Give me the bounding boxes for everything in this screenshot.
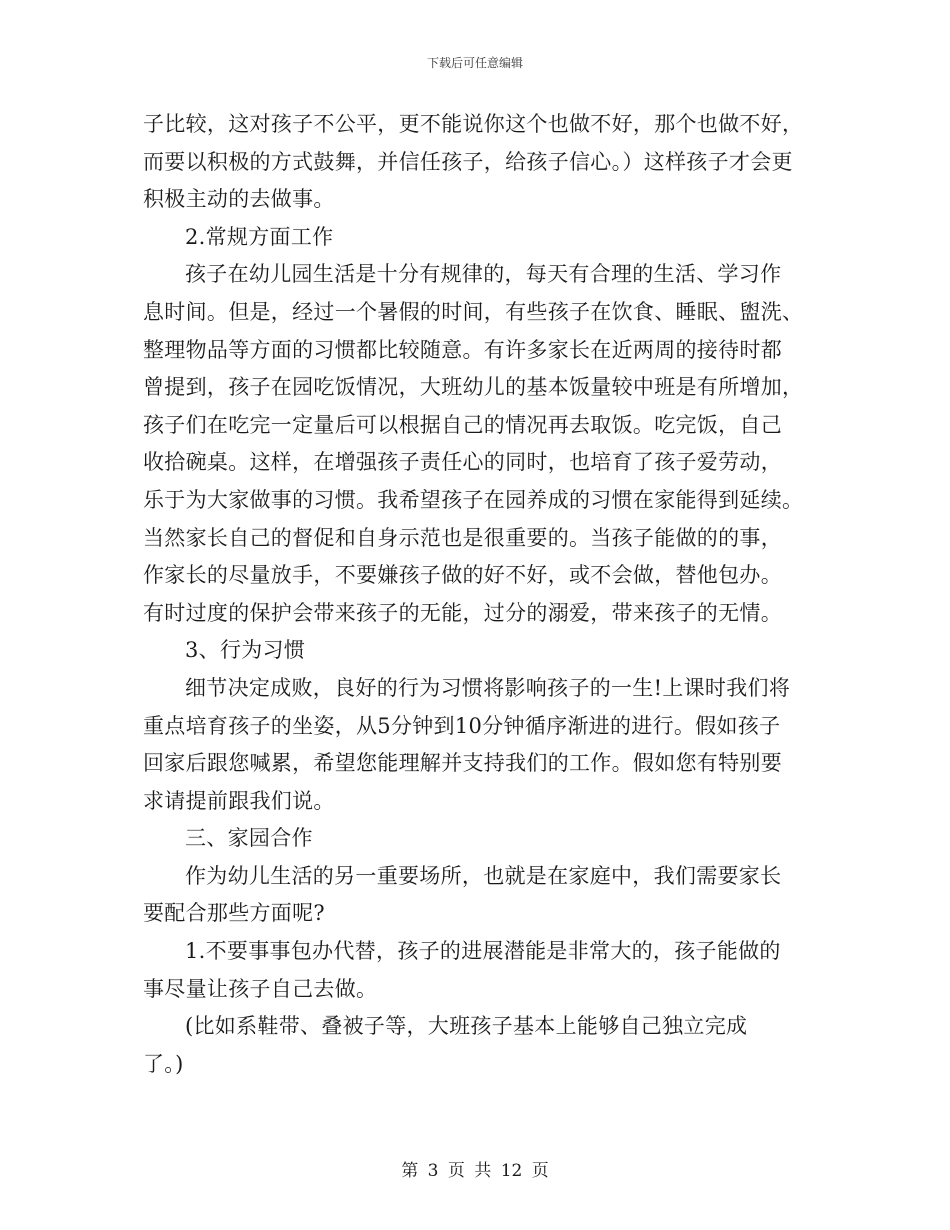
text-line: 求请提前跟我们说。: [143, 788, 335, 813]
page-header: 下载后可任意编辑: [426, 56, 523, 70]
text-line: 孩子们在吃完一定量后可以根据自己的情况再去取饭。吃完饭，自己: [143, 412, 782, 437]
section-heading: 2.常规方面工作: [185, 224, 334, 249]
text-line: 重点培育孩子的坐姿，从5分钟到10分钟循序渐进的进行。假如孩子: [143, 713, 781, 738]
text-line: 息时间。但是，经过一个暑假的时间，有些孩子在饮食、睡眠、盥洗、: [143, 299, 804, 324]
text-line: 曾提到，孩子在园吃饭情况，大班幼儿的基本饭量较中班是有所增加，: [143, 375, 804, 400]
text-line: 事尽量让孩子自己去做。: [143, 976, 378, 1001]
text-line: 1.不要事事包办代替，孩子的进展潜能是非常大的，孩子能做的: [185, 939, 781, 964]
page-number: 第 3 页 共 12 页: [401, 1161, 549, 1181]
text-line: 收拾碗桌。这样，在增强孩子责任心的同时，也培育了孩子爱劳动，: [143, 450, 782, 475]
text-line: 孩子在幼儿园生活是十分有规律的，每天有合理的生活、学习作: [185, 262, 782, 287]
text-line: 乐于为大家做事的习惯。我希望孩子在园养成的习惯在家能得到延续。: [143, 487, 804, 512]
text-line: 积极主动的去做事。: [143, 187, 335, 212]
text-line: 作为幼儿生活的另一重要场所，也就是在家庭中，我们需要家长: [185, 863, 782, 888]
text-line: 回家后跟您喊累，希望您能理解并支持我们的工作。假如您有特别要: [143, 751, 782, 776]
text-line: 子比较，这对孩子不公平，更不能说你这个也做不好，那个也做不好，: [143, 112, 804, 136]
section-heading: 3、行为习惯: [185, 638, 306, 663]
text-line: 要配合那些方面呢?: [143, 901, 325, 926]
document-body: [143, 106, 813, 1083]
section-heading: 三、家园合作: [185, 826, 313, 851]
text-line: 了。): [143, 1051, 184, 1076]
text-line: 细节决定成败，良好的行为习惯将影响孩子的一生!上课时我们将: [185, 675, 791, 700]
text-line: 整理物品等方面的习惯都比较随意。有许多家长在近两周的接待时都: [143, 337, 782, 362]
text-line: 有时过度的保护会带来孩子的无能，过分的溺爱，带来孩子的无情。: [143, 600, 782, 625]
text-line: (比如系鞋带、叠被子等，大班孩子基本上能够自己独立完成: [185, 1014, 748, 1039]
text-line: 作家长的尽量放手，不要嫌孩子做的好不好，或不会做，替他包办。: [143, 563, 782, 588]
text-line: 当然家长自己的督促和自身示范也是很重要的。当孩子能做的的事，: [143, 525, 782, 550]
text-line: 而要以积极的方式鼓舞，并信任孩子，给孩子信心。）这样孩子才会更: [143, 149, 793, 174]
